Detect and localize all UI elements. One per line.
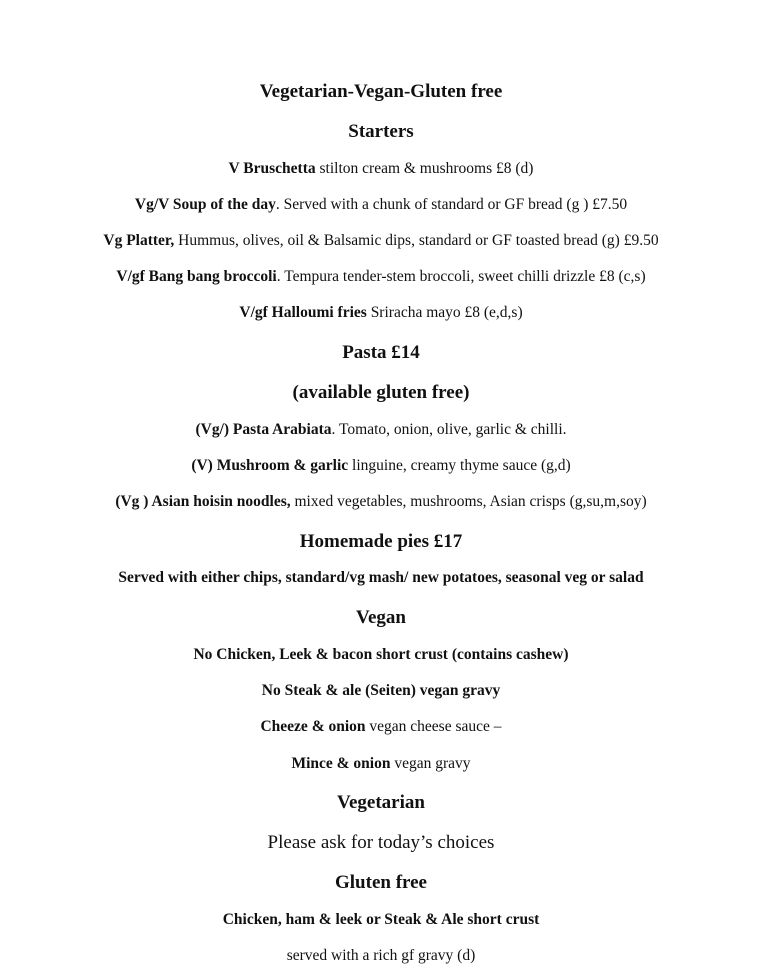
vegan-pie-item [0, 647, 762, 663]
starter-item [0, 269, 762, 285]
gluten-free-pie-name: Chicken, ham & leek or Steak & Ale short crust [222, 911, 540, 928]
vegan-pie-description: (Seiten) vegan gravy [361, 682, 501, 699]
pasta-subheading: (available gluten free) [292, 382, 470, 403]
pasta-item-name: (Vg ) Asian hoisin noodles, [115, 493, 291, 510]
menu-title: Vegetarian-Vegan-Gluten free [259, 81, 503, 102]
vegetarian-note: Please ask for today’s choices [267, 832, 495, 853]
starter-item [0, 161, 762, 177]
vegan-pie-description: vegan cheese sauce – [365, 718, 502, 735]
starter-item-name: V Bruschetta [228, 160, 316, 177]
starters-heading: Starters [348, 121, 414, 142]
pasta-item [0, 422, 762, 438]
pies-heading: Homemade pies £17 [299, 531, 463, 552]
starter-item-name: V/gf Bang bang broccoli [116, 268, 277, 285]
vegan-pie-description: , Leek & bacon short crust (contains cashew) [271, 646, 569, 663]
pasta-item-name: (Vg/) Pasta Arabiata [195, 421, 332, 438]
starter-item-name: Vg/V Soup of the day [134, 196, 276, 213]
starter-item-description: Hummus, olives, oil & Balsamic dips, standard or GF toasted bread (g) £9.50 [174, 232, 659, 249]
starter-item-description: . Tempura tender-stem broccoli, sweet chilli drizzle £8 (c,s) [276, 268, 646, 285]
pasta-item-description: linguine, creamy thyme sauce (g,d) [348, 457, 571, 474]
gluten-free-pie-note [0, 948, 762, 964]
vegan-pie-item [0, 756, 762, 772]
pasta-item [0, 494, 762, 510]
vegan-pie-item [0, 719, 762, 735]
pies-served-with: Served with either chips, standard/vg mash/ new potatoes, seasonal veg or salad [118, 569, 644, 586]
vegetarian-heading: Vegetarian [337, 792, 425, 813]
pasta-item [0, 458, 762, 474]
starter-item-description: . Served with a chunk of standard or GF bread (g ) £7.50 [275, 196, 628, 213]
pasta-item-description: mixed vegetables, mushrooms, Asian crisps (g,su,m,soy) [290, 493, 647, 510]
starter-item [0, 197, 762, 213]
pasta-item-name: (V) Mushroom & garlic [191, 457, 349, 474]
gluten-free-pie-item [0, 912, 762, 928]
vegan-pie-name: Mince & onion [291, 755, 391, 772]
vegan-pie-name: No Steak & ale [261, 682, 362, 699]
starter-item [0, 233, 762, 249]
vegan-heading: Vegan [356, 607, 406, 628]
gluten-free-pie-description: served with a rich gf gravy (d) [286, 947, 476, 964]
pasta-item-description: . Tomato, onion, olive, garlic & chilli. [331, 421, 567, 438]
starter-item-description: stilton cream & mushrooms £8 (d) [315, 160, 534, 177]
starter-item-description: Sriracha mayo £8 (e,d,s) [366, 304, 523, 321]
starter-item-name: V/gf Halloumi fries [239, 304, 367, 321]
pasta-heading: Pasta £14 [342, 342, 420, 363]
starter-item-name: Vg Platter, [103, 232, 175, 249]
vegan-pie-item [0, 683, 762, 699]
gluten-free-heading: Gluten free [335, 872, 427, 893]
vegan-pie-name: Cheeze & onion [260, 718, 366, 735]
starter-item [0, 305, 762, 321]
vegan-pie-name: No Chicken [193, 646, 272, 663]
vegan-pie-description: vegan gravy [390, 755, 471, 772]
